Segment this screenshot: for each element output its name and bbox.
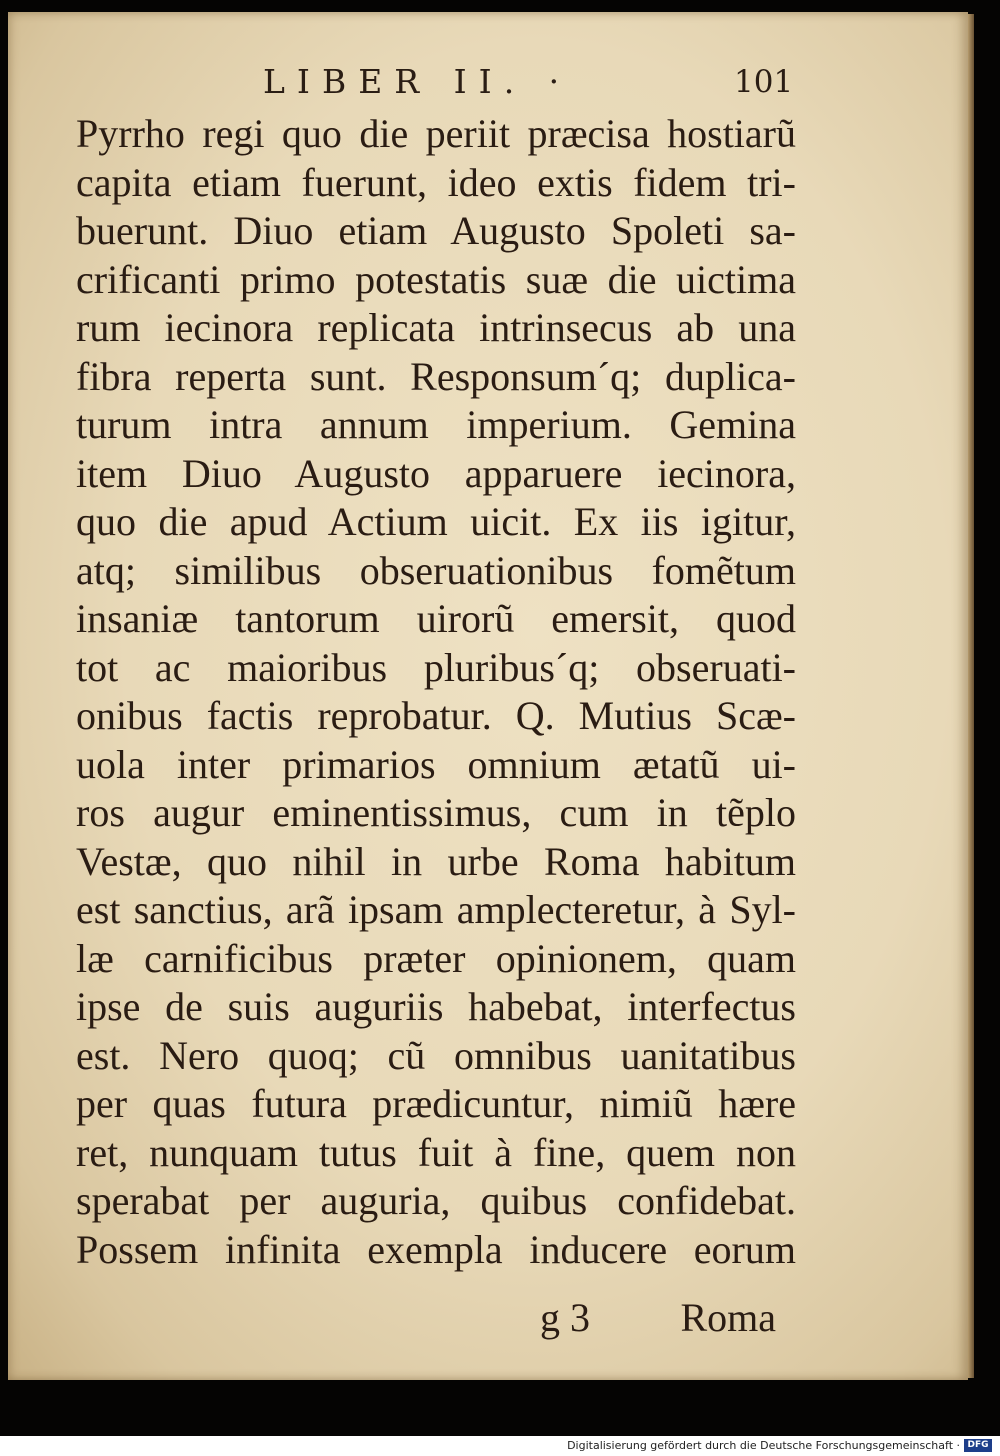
text-line: læ carnificibus præter opinionem, quam (76, 935, 796, 981)
page-footer-marks (540, 1294, 776, 1341)
text-line: turum intra annum imperium. Gemina (76, 402, 796, 447)
catchword: Roma (680, 1295, 776, 1340)
text-line: uola inter primarios omnium ætatũ ui- (76, 741, 796, 787)
page-edge (968, 14, 974, 1378)
text-line: ros augur eminentissimus, cum in tẽplo (76, 790, 796, 835)
text-line: tot ac maioribus pluribus´q; obseruati- (76, 644, 796, 690)
text-line: per quas futura prædicuntur, nimiũ hære (76, 1081, 796, 1126)
text-line: Possem infinita exempla inducere eorum (76, 1226, 796, 1272)
text-line: Pyrrho regi quo die periit præcisa hostiarũ (76, 111, 796, 156)
signature-mark: g 3 (540, 1295, 590, 1340)
text-line: onibus factis reprobatur. Q. Mutius Scæ- (76, 693, 796, 738)
text-line: Vestæ, quo nihil in urbe Roma habitum (76, 838, 796, 884)
text-line: item Diuo Augusto apparuere iecinora, (76, 450, 796, 496)
page-number: 101 (734, 64, 794, 100)
text-line: fibra reperta sunt. Responsum´q; duplica- (76, 353, 796, 399)
text-line: crificanti primo potestatis suæ die uictima (76, 256, 796, 302)
running-head: LIBER II. · (263, 62, 572, 101)
text-line: atq; similibus obseruationibus fomẽtum (76, 547, 796, 593)
body-text (76, 110, 796, 1274)
text-line: est. Nero quoq; cũ omnibus uanitatibus (76, 1032, 796, 1078)
text-line: sperabat per auguria, quibus confidebat. (76, 1178, 796, 1223)
text-line: capita etiam fuerunt, ideo extis fidem tri- (76, 159, 796, 205)
text-line: ipse de suis auguriis habebat, interfectus (76, 984, 796, 1029)
text-line: insaniæ tantorum uirorũ emersit, quod (76, 596, 796, 641)
digitization-credit: Digitalisierung gefördert durch die Deutsche Forschungsgemeinschaft · (567, 1439, 960, 1452)
text-line: est sanctius, arã ipsam amplecteretur, à Syl- (76, 887, 796, 932)
text-line: quo die apud Actium uicit. Ex iis igitur, (76, 499, 796, 544)
text-line: rum iecinora replicata intrinsecus ab una (76, 305, 796, 350)
dfg-logo-icon: DFG (964, 1439, 992, 1452)
text-line: buerunt. Diuo etiam Augusto Spoleti sa- (76, 208, 796, 253)
book-page (8, 12, 968, 1380)
text-line: ret, nunquam tutus fuit à fine, quem non (76, 1129, 796, 1175)
